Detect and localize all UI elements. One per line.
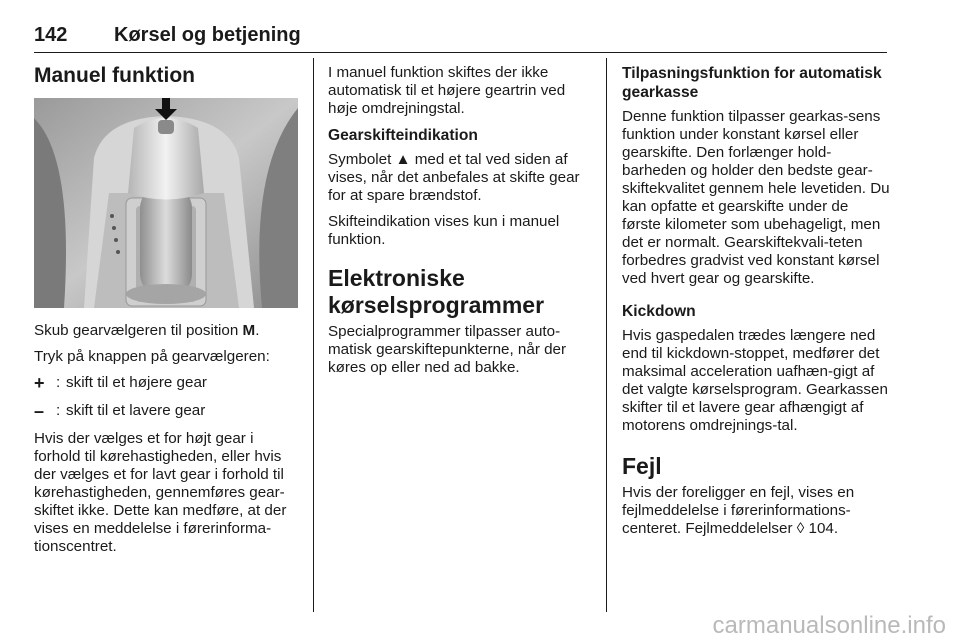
paragraph: I manuel funktion skiftes der ikke automatisk til et højere geartrin ved høje omdrejningstal. <box>328 64 566 117</box>
bullet-text: skift til et højere gear <box>66 374 207 391</box>
heading-adaptive-function: Tilpasningsfunktion for automatisk gearkasse <box>622 65 882 101</box>
bullet-text: skift til et lavere gear <box>66 402 206 419</box>
page-reference-icon: ◊ <box>796 520 805 537</box>
paragraph: Skub gearvælgeren til position M. <box>34 322 260 339</box>
paragraph: Hvis der vælges et for højt gear i forhold til kørehastigheden, eller hvis der vælges et for lavt gear i forhold til kørehastigheden, gennemføres gear-skiftet ikke. Dette kan medføre, at der vises en meddelelse i førerinforma-tionscentret. <box>34 430 287 555</box>
heading-fault: Fejl <box>622 453 662 479</box>
paragraph: Hvis gaspedalen trædes længere ned end til kickdown-stoppet, medfører det maksimal acceleration uafhæn-gigt af det valgte kørselsprogram. Gearkassen skifter til et lavere gear afhængigt af motorens omdrejnings-tal. <box>622 327 888 434</box>
column-divider <box>606 58 607 612</box>
bullet-upshift: + : skift til et højere gear <box>34 373 207 393</box>
column-1 <box>34 64 302 564</box>
paragraph: Tryk på knappen på gearvælgeren: <box>34 348 270 365</box>
column-divider <box>313 58 314 612</box>
paragraph: Skifteindikation vises kun i manuel funktion. <box>328 213 560 248</box>
paragraph: Hvis der foreligger en fejl, vises en fejlmeddelelse i førerinformations-centeret. Fejlmeddelelser ◊ 104. <box>622 484 855 537</box>
page-reference-link[interactable]: 104. <box>808 520 839 537</box>
gear-selector-illustration <box>34 98 298 308</box>
section-title-manual: Manuel funktion <box>34 64 195 87</box>
page-number: 142 <box>34 24 68 46</box>
paragraph: Denne funktion tilpasser gearkas-sens funktion under konstant kørsel eller gearskifte. Den forlænger hold-barheden og holder den bedste gear-skiftekvalitet gennem hele levetiden. Du kan opfatte et gearskifte under de første kilometer som ubehageligt, men det er normalt. Gearskiftekvali-teten forbedres gradvist ved konstant kørsel ved hvert gear og gearskifte. <box>622 108 890 287</box>
heading-gear-indication: Gearskifteindikation <box>328 127 478 144</box>
bullet-downshift: – : skift til et lavere gear <box>34 401 206 421</box>
plus-icon: + <box>34 373 45 393</box>
heading-kickdown: Kickdown <box>622 303 696 320</box>
minus-icon: – <box>34 401 45 421</box>
column-2 <box>328 64 592 385</box>
paragraph: Symbolet ▲ med et tal ved siden af vises, når det anbefales at skifte gear for at spare brændstof. <box>328 151 580 204</box>
column-3 <box>622 64 890 546</box>
watermark: carmanualsonline.info <box>712 612 946 639</box>
heading-electronic-programs: Elektroniske kørselsprogrammer <box>328 265 545 318</box>
page-header <box>34 24 887 53</box>
paragraph: Specialprogrammer tilpasser auto-matisk gearskiftepunkterne, når der køres op eller ned ad bakke. <box>328 323 567 376</box>
chapter-title: Kørsel og betjening <box>114 24 301 46</box>
